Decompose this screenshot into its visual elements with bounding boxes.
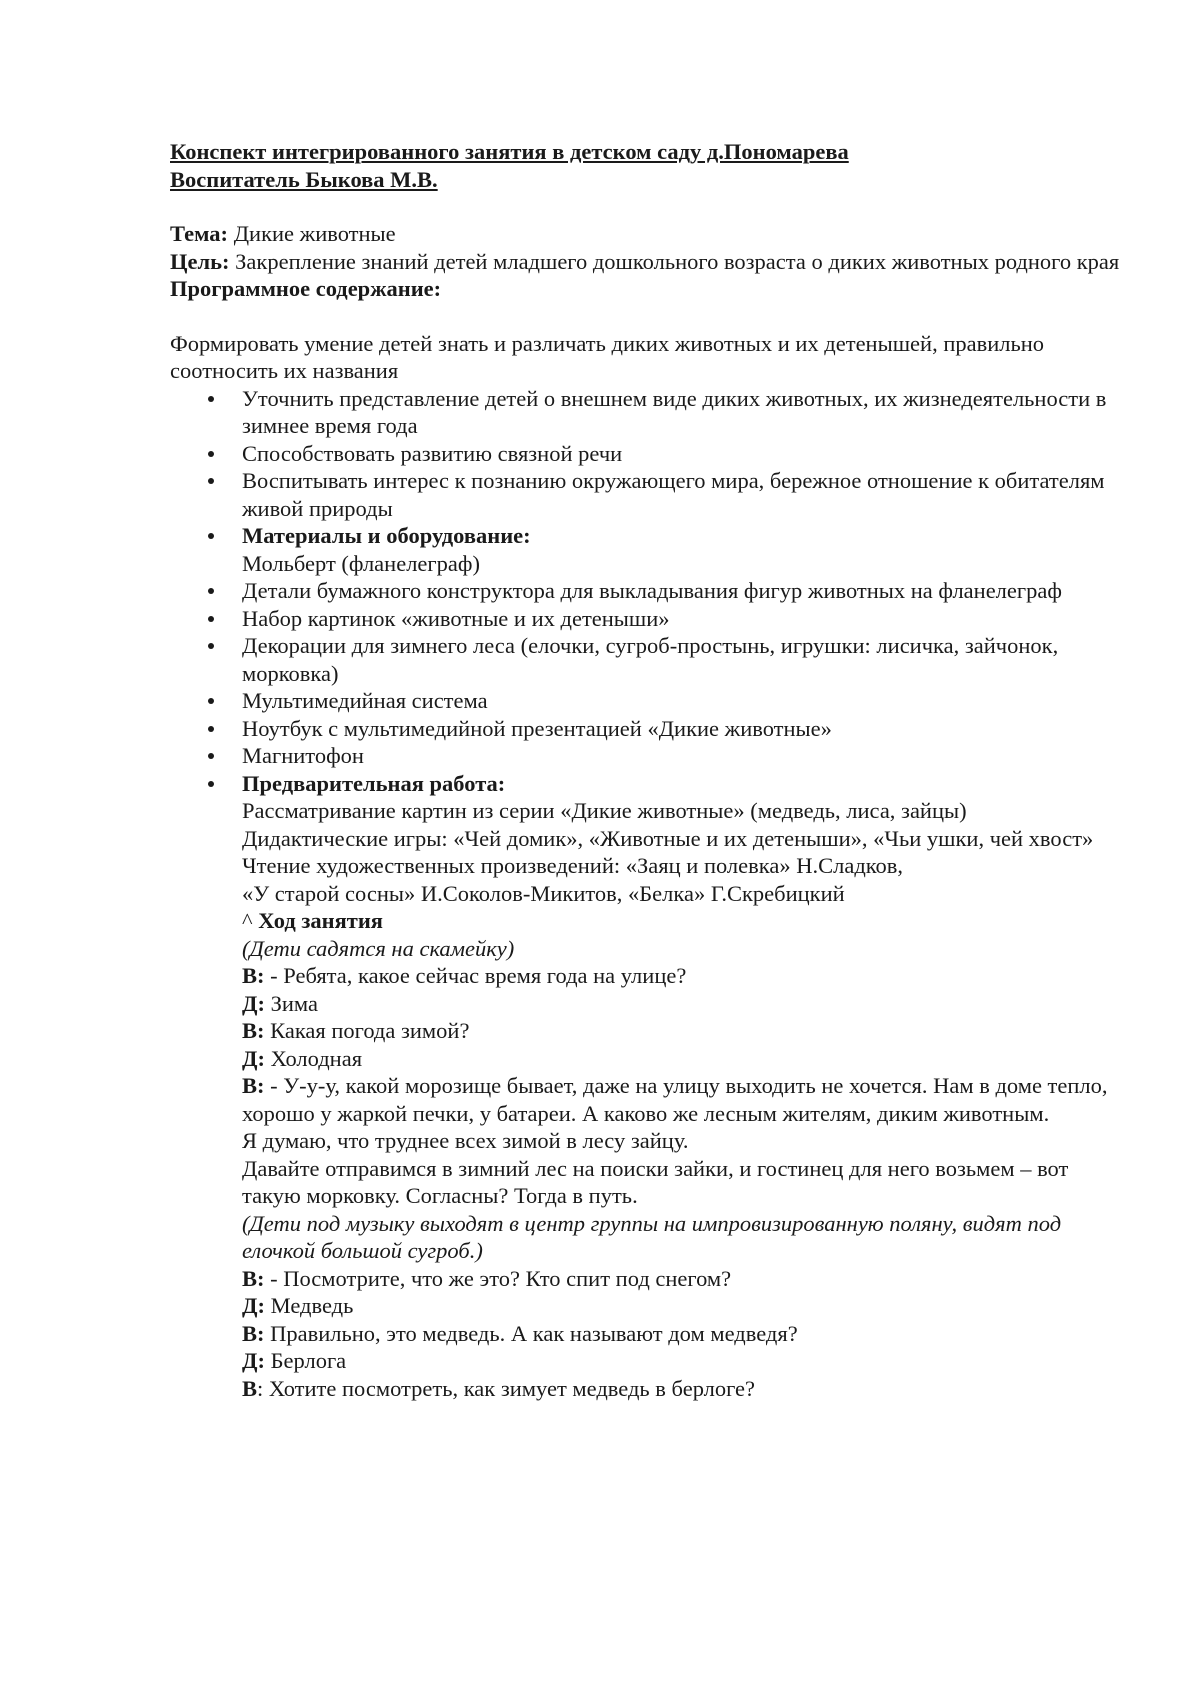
bullet-icon [208,753,214,759]
lesson-heading: ^ Ход занятия [242,908,383,933]
list-item: Мультимедийная система [170,687,1130,715]
dialogue-line: В: - У-у-у, какой морозище бывает, даже на улицу выходить не хочется. Нам в доме тепло, хорошо у жаркой печки, у батареи. А каково же лесным жителям, диким животным. [242,1073,1108,1126]
list-item [170,770,1130,908]
list-item: Уточнить представление детей о внешнем виде диких животных, их жизнедеятельности в зимнее время года [170,385,1130,440]
dialogue-line: Д: Медведь [242,1293,354,1318]
document-body [170,138,1130,1402]
bullet-icon [208,616,214,622]
lesson-section [170,907,1130,1402]
bullet-icon [208,726,214,732]
materials-heading: Материалы и оборудование: [242,523,531,548]
goal-line [170,248,1130,276]
topic-text: Дикие животные [228,221,396,246]
caret-mark: ^ [242,908,259,933]
topic-line [170,220,1130,248]
goals-list [170,385,1130,908]
dialogue-line: Д: Зима [242,990,318,1016]
program-heading: Программное содержание: [170,276,442,301]
list-item: Детали бумажного конструктора для выкладывания фигур животных на фланелеграф [170,577,1130,605]
dialogue-line: В: - Ребята, какое сейчас время года на улице? [242,963,687,988]
paragraph: Я думаю, что труднее всех зимой в лесу зайцу. [242,1128,689,1153]
list-item: Набор картинок «животные и их детеныши» [170,605,1130,633]
list-item: Декорации для зимнего леса (елочки, сугроб-простынь, игрушки: лисичка, зайчонок, морковка) [170,632,1130,687]
bullet-icon [208,698,214,704]
prep-line: Рассматривание картин из серии «Дикие животные» (медведь, лиса, зайцы) [242,798,967,823]
list-item: Ноутбук с мультимедийной презентацией «Дикие животные» [170,715,1130,743]
goal-label: Цель: [170,248,230,274]
stage-direction: (Дети садятся на скамейку) [242,935,515,961]
dialogue-line: Д: Холодная [242,1045,363,1071]
prep-line: Чтение художественных произведений: «Заяц и полевка» Н.Сладков, [242,853,904,878]
program-intro: Формировать умение детей знать и различать диких животных и их детенышей, правильно соотносить их названия [170,330,1045,383]
bullet-icon [208,643,214,649]
bullet-icon [208,588,214,594]
list-item: Магнитофон [170,742,1130,770]
list-item: Способствовать развитию связной речи [170,440,1130,468]
materials-first: Мольберт (фланелеграф) [242,550,480,576]
prep-line: Дидактические игры: «Чей домик», «Животные и их детеныши», «Чьи ушки, чей хвост» [242,825,1094,851]
bullet-icon [208,396,214,402]
dialogue-line: В: - Посмотрите, что же это? Кто спит под снегом? [242,1265,732,1291]
list-item: Воспитывать интерес к познанию окружающего мира, бережное отношение к обитателям живой природы [170,467,1130,522]
teacher-line: Воспитатель Быкова М.В. [170,166,438,192]
dialogue-line: В: Хотите посмотреть, как зимует медведь в берлоге? [242,1375,756,1401]
goal-text: Закрепление знаний детей младшего дошкольного возраста о диких животных родного края [229,248,1120,274]
dialogue-line: В: Какая погода зимой? [242,1018,470,1043]
document-title: Конспект интегрированного занятия в детском саду д.Пономарева [170,139,849,164]
topic-label: Тема: [170,221,229,246]
dialogue-line: В: Правильно, это медведь. А как называют дом медведя? [242,1320,798,1346]
prep-line: «У старой сосны» И.Соколов-Микитов, «Белка» Г.Скребицкий [242,880,845,906]
bullet-icon [208,533,214,539]
bullet-icon [208,781,214,787]
dialogue-line: Д: Берлога [242,1348,347,1373]
stage-direction: (Дети под музыку выходят в центр группы на импровизированную поляну, видят под елочкой большой сугроб.) [242,1210,1062,1263]
bullet-icon [208,451,214,457]
bullet-icon [208,478,214,484]
prep-heading: Предварительная работа: [242,770,506,796]
paragraph: Давайте отправимся в зимний лес на поиски зайки, и гостинец для него возьмем – вот такую морковку. Согласны? Тогда в путь. [242,1155,1069,1208]
list-item [170,522,1130,577]
